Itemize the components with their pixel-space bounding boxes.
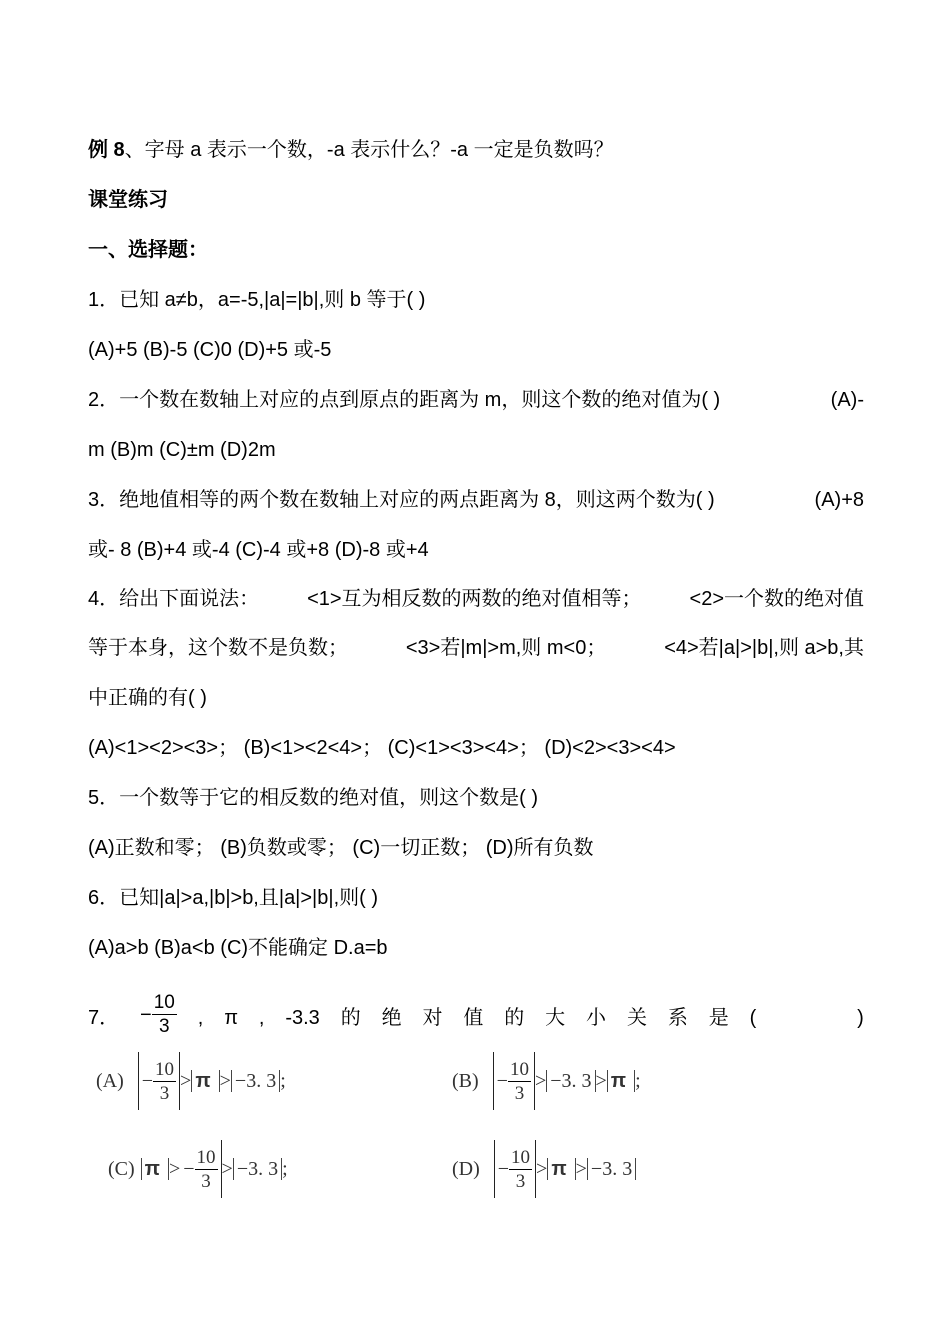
question-1: 1．已知 a≠b，a=-5,|a|=|b|,则 b 等于( )	[88, 289, 426, 311]
q4-stem: 4．给出下面说法：	[88, 588, 260, 610]
question-4-line-1	[88, 587, 864, 611]
question-4-options: (A)<1><2><3>； (B)<1><2<4>； (C)<1><3><4>； (D)<2><3><4>	[88, 737, 676, 759]
q7-fraction: − $\frac{10}{3}$	[140, 992, 175, 1037]
q4-statement-3: <3>若|m|>m,则 m<0；	[405, 637, 607, 659]
question-2-options: m (B)m (C)±m (D)2m	[88, 439, 276, 461]
q2-option-a-start: (A)-	[830, 389, 864, 411]
example-label: 例 8	[88, 139, 125, 161]
example-8	[88, 138, 864, 162]
q7-number: 7．	[88, 1007, 120, 1029]
q4-statement-4: <4>若|a|>|b|,则 a>b,其	[664, 637, 864, 659]
q3-option-a-start: (A)+8	[814, 489, 864, 511]
question-6-options: (A)a>b (B)a<b (C)不能确定 D.a=b	[88, 937, 388, 959]
question-5-options: (A)正数和零； (B)负数或零； (C)一切正数； (D)所有负数	[88, 837, 594, 859]
q2-stem: 2．一个数在数轴上对应的点到原点的距离为 m，则这个数的绝对值为( )	[88, 389, 721, 411]
q7-option-c: (C) π > − $\frac{10}{3}$ > −3. 3 ;	[108, 1140, 288, 1198]
question-1-options: (A)+5 (B)-5 (C)0 (D)+5 或-5	[88, 339, 332, 361]
question-7: 7． − $\frac{10}{3}$ , π , -3.3 的 绝 对 值 的 大 小 关 系 是 ( )	[88, 992, 864, 1037]
q7-option-d: (D) − $\frac{10}{3}$ > π > −3. 3	[452, 1140, 636, 1198]
q7-option-a: (A) − $\frac{10}{3}$ > π > −3. 3 ;	[96, 1052, 286, 1110]
q4-statement-2: <2>一个数的绝对值	[689, 588, 864, 610]
q4-statement-1: <1>互为相反数的两数的绝对值相等；	[307, 588, 642, 610]
question-5: 5．一个数等于它的相反数的绝对值，则这个数是( )	[88, 787, 538, 809]
q3-stem: 3．绝地值相等的两个数在数轴上对应的两点距离为 8，则这两个数为( )	[88, 489, 715, 511]
question-3-options: 或- 8 (B)+4 或-4 (C)-4 或+8 (D)-8 或+4	[88, 539, 429, 561]
part-title: 一、选择题：	[88, 239, 208, 261]
q7-option-b: (B) − $\frac{10}{3}$ > −3. 3 > π ;	[452, 1052, 641, 1110]
question-4-line-2	[88, 636, 864, 660]
section-title: 课堂练习	[88, 189, 168, 211]
question-3	[88, 488, 864, 512]
question-6: 6．已知|a|>a,|b|>b,且|a|>|b|,则( )	[88, 887, 379, 909]
question-4-line-3: 中正确的有( )	[88, 687, 207, 709]
example-text: 、字母 a 表示一个数，-a 表示什么？-a 一定是负数吗？	[124, 139, 614, 161]
question-2	[88, 388, 864, 412]
q4-statement-2-end: 等于本身，这个数不是负数；	[88, 637, 348, 659]
